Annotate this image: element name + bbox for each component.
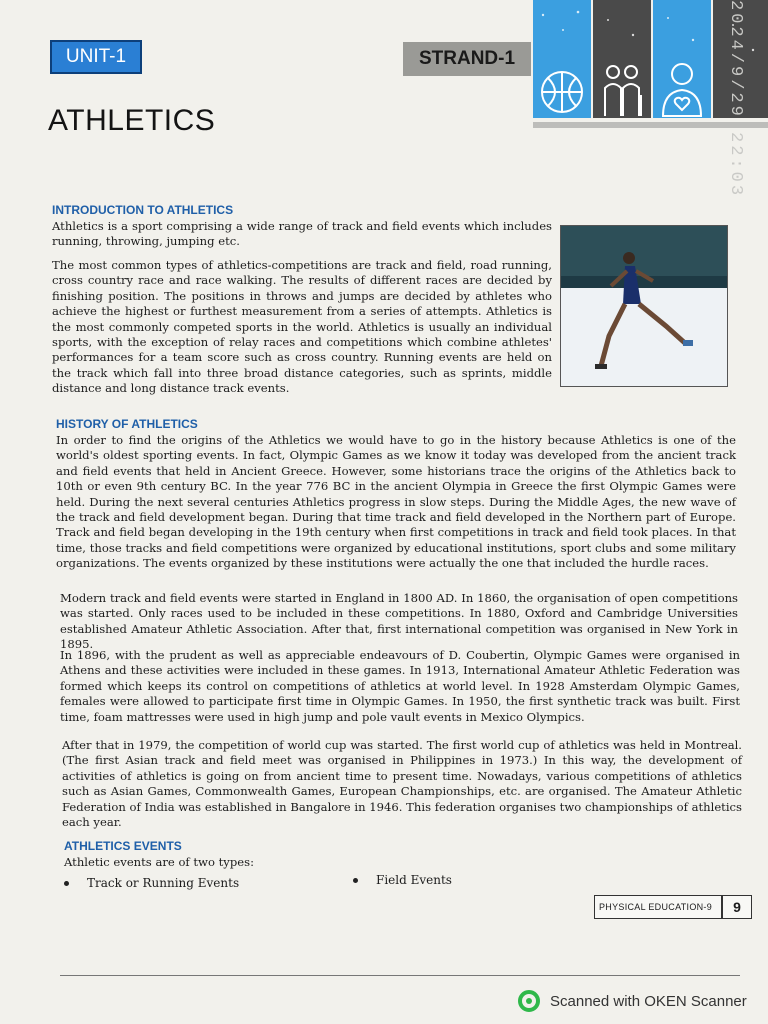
strand-badge: STRAND-1 xyxy=(403,42,531,76)
basketball-icon xyxy=(542,72,582,112)
history-paragraph-1: In order to find the origins of the Athletics we would have to go in the history because Athletics is one of the world's oldest sporting events. In fact, Olympic Games as we know it today was developed from the ancient track and field events that held in Ancient Greece. However, some historians trace the origins of the Athletics back to 10th or even 9th century BC. In the year 776 BC in the ancient Olympia in Greece the first Olympic Games were held. During the next several centuries Athletics progress in slow steps. During the Middle Ages, the new wave of the track and field development began. During that time track and field developed in the Northern part of Europe. Track and field began developing in the 19th century when first competitions in track and field took places. In that time, those tracks and field competitions were organized by educational institutions, sport clubs and some military organizations. The events organized by these institutions were actually the one that included the hurdle races. xyxy=(56,433,736,571)
date-stamp: 2024/9/29 22:03 xyxy=(726,0,745,199)
intro-heading: INTRODUCTION TO ATHLETICS xyxy=(52,203,234,217)
bottom-rule xyxy=(60,975,740,976)
events-intro: Athletic events are of two types: xyxy=(64,855,254,869)
athlete-photo xyxy=(560,225,728,387)
intro-paragraph-1: Athletics is a sport comprising a wide range of track and field events which includes running, throwing, jumping etc. xyxy=(52,219,552,249)
history-paragraph-2: Modern track and field events were started in England in 1800 AD. In 1860, the organisation of open competitions was started. Only races used to be included in these competitions. In 1880, Oxford and Cambridge Universities established Amateur Athletic Association. After that, first international competition was organised in New York in 1895. xyxy=(60,591,738,652)
page-footer xyxy=(594,895,752,919)
event-bullet-track: Track or Running Events xyxy=(64,876,239,890)
bullet-icon xyxy=(353,878,358,883)
book-title: PHYSICAL EDUCATION-9 xyxy=(599,902,713,912)
history-paragraph-3: In 1896, with the prudent as well as appreciable endeavours of D. Coubertin, Olympic Games were organised in Athens and these activities were included in these games. In 1913, International Amateur Athletic Federation was formed which keeps its control on competitions of athletics at world level. In 1928 Amsterdam Olympic Games, females were allowed to participate first time in Olympic Games. In 1950, the first synthetic track was built. First time, foam mattresses were used in high jump and pole vault events in Mexico Olympics. xyxy=(60,648,740,724)
history-heading: HISTORY OF ATHLETICS xyxy=(56,417,198,431)
intro-paragraph-2: The most common types of athletics-competitions are track and field, road running, cross country race and race walking. The results of different races are decided by finishing position. The positions in throws and jumps are decided by athletes who achieve the highest or furthest measurement from a series of attempts. Athletics is the most commonly competed sports in the world. Athletics is usually an individual sports, with the exception of relay races and competitions which combine athletes' performances for a team score such as cross country. Running events are held on the track which fall into three broad distance categories, such as sprints, middle distance and long distance track events. xyxy=(52,258,552,396)
history-paragraph-4: After that in 1979, the competition of world cup was started. The first world cup of athletics was held in Montreal. (The first Asian track and field meet was organised in Philippines in 1973.) In this way, the development of activities of athletics is going on from ancient time to present time. Nowadays, various competitions of athletics such as Asian Games, Commonwealth Games, European Championships, etc. are organised. The Amateur Athletic Federation of India was established in Bangalore in 1946. This federation organises two championships of athletics each year. xyxy=(62,738,742,830)
bullet-icon xyxy=(64,881,69,886)
event-bullet-field: Field Events xyxy=(353,873,452,887)
page-title: ATHLETICS xyxy=(48,104,216,137)
unit-badge: UNIT-1 xyxy=(50,40,142,74)
scanner-watermark xyxy=(518,990,747,1012)
page-number: 9 xyxy=(721,896,751,918)
scanner-text: Scanned with OKEN Scanner xyxy=(550,992,747,1010)
events-heading: ATHLETICS EVENTS xyxy=(64,839,182,853)
oken-scanner-logo-icon xyxy=(518,990,540,1012)
